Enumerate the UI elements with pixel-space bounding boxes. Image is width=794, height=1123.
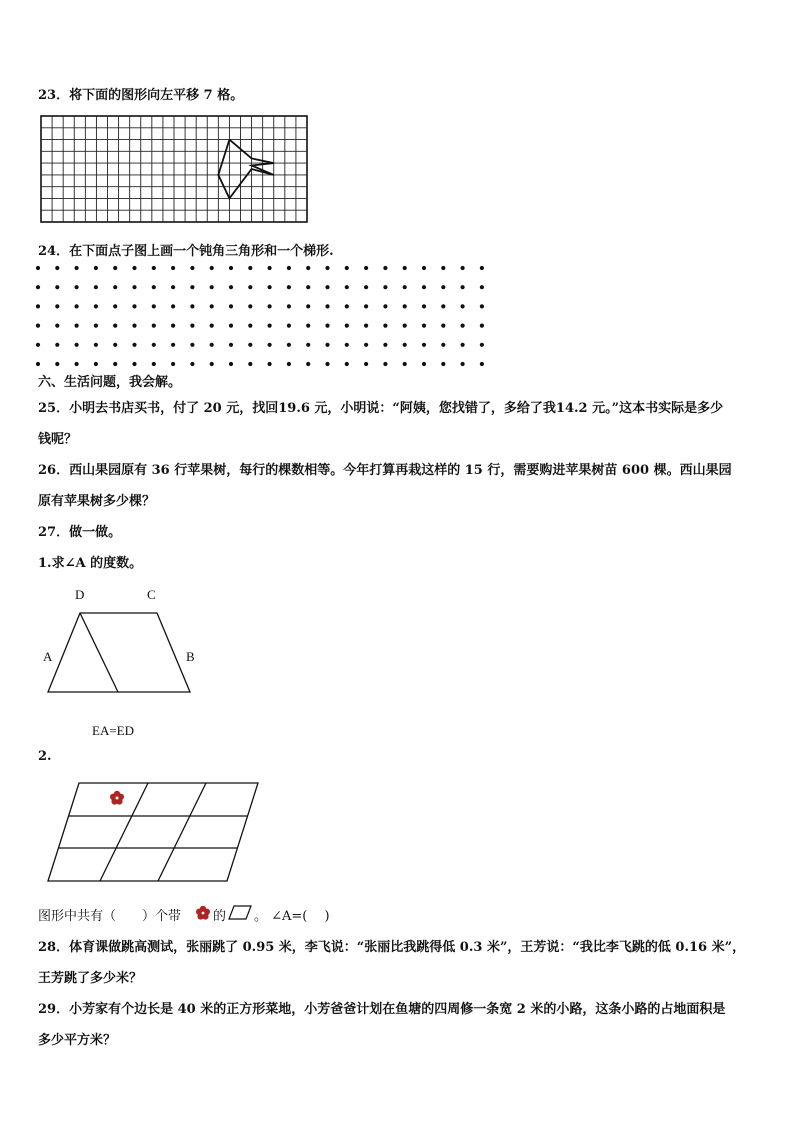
dot xyxy=(132,266,136,270)
dot xyxy=(403,304,407,308)
dot xyxy=(383,343,387,347)
dot xyxy=(113,324,117,328)
dot xyxy=(383,324,387,328)
dot xyxy=(480,266,484,270)
dot xyxy=(461,285,465,289)
dot xyxy=(403,324,407,328)
q27-trapezoid-figure xyxy=(40,585,210,700)
q27-note-ea-ed: EA=ED xyxy=(92,723,134,738)
dot xyxy=(190,324,194,328)
q26-line2: 原有苹果树多少棵？ xyxy=(38,494,156,509)
dot xyxy=(383,285,387,289)
dot xyxy=(75,266,79,270)
dot xyxy=(190,285,194,289)
dot xyxy=(55,285,59,289)
dot xyxy=(75,285,79,289)
dot xyxy=(171,362,175,366)
dot xyxy=(210,343,214,347)
dot xyxy=(461,324,465,328)
dot xyxy=(229,266,233,270)
label-b: B xyxy=(186,649,195,664)
q24-text: 24．在下面点子图上画一个钝角三角形和一个梯形. xyxy=(38,244,334,259)
dot xyxy=(94,343,98,347)
dot xyxy=(325,343,329,347)
dot xyxy=(345,343,349,347)
dot xyxy=(55,343,59,347)
dot xyxy=(113,266,117,270)
dot xyxy=(268,324,272,328)
dot xyxy=(287,343,291,347)
dot xyxy=(55,324,59,328)
dot xyxy=(248,285,252,289)
dot xyxy=(268,362,272,366)
dot xyxy=(210,324,214,328)
dot xyxy=(364,304,368,308)
dot xyxy=(94,362,98,366)
dot xyxy=(480,324,484,328)
dot xyxy=(229,285,233,289)
dot xyxy=(113,285,117,289)
section-6-title: 六、生活问题，我会解。 xyxy=(38,375,182,390)
dot xyxy=(132,324,136,328)
dot xyxy=(383,304,387,308)
dot xyxy=(364,362,368,366)
dot xyxy=(480,304,484,308)
dot xyxy=(210,285,214,289)
dot xyxy=(113,362,117,366)
dot xyxy=(55,362,59,366)
dot xyxy=(287,324,291,328)
dot xyxy=(132,304,136,308)
dot xyxy=(94,266,98,270)
dot xyxy=(306,324,310,328)
q29-line2: 多少平方米？ xyxy=(38,1033,117,1048)
q27-title: 27．做一做。 xyxy=(38,525,122,540)
dot xyxy=(441,324,445,328)
dot xyxy=(171,285,175,289)
dot xyxy=(306,285,310,289)
dot xyxy=(287,266,291,270)
dot xyxy=(229,362,233,366)
dot xyxy=(94,285,98,289)
dot xyxy=(152,343,156,347)
q29-line1: 29．小芳家有个边长是 40 米的正方形菜地，小芳爸爸计划在鱼塘的四周修一条宽 2 米的小路，这条小路的占地面积是 xyxy=(38,1002,726,1017)
dot xyxy=(441,266,445,270)
dot xyxy=(190,362,194,366)
dot xyxy=(132,343,136,347)
dot xyxy=(480,343,484,347)
label-d: D xyxy=(75,587,85,602)
label-c: C xyxy=(147,587,156,602)
dot xyxy=(422,285,426,289)
dot xyxy=(287,304,291,308)
dot xyxy=(268,266,272,270)
dot xyxy=(210,266,214,270)
dot xyxy=(480,285,484,289)
q28-line1: 28．体育课做跳高测试，张丽跳了 0.95 米，李飞说：“张丽比我跳得低 0.3 米”，王芳说：“我比李飞跳的低 0.16 米”， xyxy=(38,940,746,955)
flower-icon-inline xyxy=(195,905,211,921)
dot xyxy=(152,285,156,289)
dot xyxy=(210,362,214,366)
dot xyxy=(325,304,329,308)
dot xyxy=(345,285,349,289)
q28-line2: 王芳跳了多少米？ xyxy=(38,971,143,986)
q27-answer-mid: 的 xyxy=(213,909,227,924)
dot xyxy=(422,324,426,328)
dot xyxy=(268,304,272,308)
dot xyxy=(306,343,310,347)
dot xyxy=(345,324,349,328)
dot xyxy=(190,266,194,270)
dot xyxy=(248,304,252,308)
dot xyxy=(403,266,407,270)
q27-part1: 1.求∠A 的度数。 xyxy=(38,556,143,571)
dot xyxy=(287,362,291,366)
label-a: A xyxy=(43,649,53,664)
dot xyxy=(403,362,407,366)
dot xyxy=(36,285,40,289)
q26-line1: 26．西山果园原有 36 行苹果树，每行的棵数相等。今年打算再栽这样的 15 行，需要购进苹果树苗 600 棵。西山果园 xyxy=(38,463,732,478)
dot xyxy=(36,304,40,308)
dot xyxy=(171,266,175,270)
dot xyxy=(441,343,445,347)
trapezoid-segment-de xyxy=(80,613,118,692)
dot xyxy=(383,362,387,366)
q25-line1: 25．小明去书店买书，付了 20 元，找回19.6 元，小明说：“阿姨，您找错了，多给了我14.2 元。”这本书实际是多少 xyxy=(38,401,724,416)
q25-line2: 钱呢？ xyxy=(38,432,78,447)
dot xyxy=(55,304,59,308)
dot xyxy=(229,304,233,308)
dot xyxy=(171,304,175,308)
dot xyxy=(132,285,136,289)
dot xyxy=(248,343,252,347)
dot xyxy=(364,285,368,289)
dot xyxy=(306,304,310,308)
dot xyxy=(441,362,445,366)
dot xyxy=(345,362,349,366)
q27-answer-pre: 图形中共有（ ）个带 xyxy=(38,909,182,924)
dot xyxy=(461,266,465,270)
dot xyxy=(461,362,465,366)
dot xyxy=(248,362,252,366)
dot xyxy=(132,362,136,366)
dot xyxy=(190,304,194,308)
flower-icon xyxy=(110,791,124,805)
q27-parallelogram-grid xyxy=(40,780,265,885)
dot xyxy=(36,362,40,366)
dot xyxy=(461,304,465,308)
dot xyxy=(113,343,117,347)
dot xyxy=(268,343,272,347)
arrow-shape xyxy=(218,140,273,199)
dot xyxy=(325,362,329,366)
parallelogram-icon xyxy=(228,905,252,920)
dot xyxy=(171,343,175,347)
dot xyxy=(36,324,40,328)
q23-text: 23．将下面的图形向左平移 7 格。 xyxy=(38,88,244,103)
dot xyxy=(441,285,445,289)
dot xyxy=(75,304,79,308)
dot xyxy=(190,343,194,347)
dot xyxy=(345,266,349,270)
dot xyxy=(171,324,175,328)
dot xyxy=(94,304,98,308)
dot xyxy=(36,266,40,270)
dot xyxy=(364,343,368,347)
dot xyxy=(480,362,484,366)
dot xyxy=(152,266,156,270)
dot xyxy=(422,304,426,308)
q23-grid-figure xyxy=(40,115,308,223)
dot xyxy=(75,343,79,347)
dot xyxy=(248,324,252,328)
dot xyxy=(75,324,79,328)
dot xyxy=(364,266,368,270)
dot xyxy=(248,266,252,270)
dot xyxy=(325,324,329,328)
dot xyxy=(403,343,407,347)
dot xyxy=(383,266,387,270)
dot xyxy=(152,324,156,328)
dot xyxy=(287,285,291,289)
dot xyxy=(441,304,445,308)
dot xyxy=(36,343,40,347)
dot xyxy=(364,324,368,328)
dot xyxy=(422,362,426,366)
dot xyxy=(94,324,98,328)
dot xyxy=(422,266,426,270)
dot xyxy=(325,266,329,270)
dot xyxy=(55,266,59,270)
dot xyxy=(461,343,465,347)
q27-answer-post: 。 ∠A=( ) xyxy=(254,909,330,924)
dot xyxy=(306,266,310,270)
dot xyxy=(113,304,117,308)
dot xyxy=(152,304,156,308)
dot xyxy=(268,285,272,289)
dot xyxy=(229,343,233,347)
dot xyxy=(345,304,349,308)
q24-dot-grid xyxy=(30,262,500,368)
dot xyxy=(229,324,233,328)
q27-part2: 2. xyxy=(38,749,52,764)
dot xyxy=(306,362,310,366)
dot xyxy=(75,362,79,366)
trapezoid-outline xyxy=(48,613,190,692)
dot xyxy=(325,285,329,289)
dot xyxy=(422,343,426,347)
dot xyxy=(152,362,156,366)
dot xyxy=(403,285,407,289)
dot xyxy=(210,304,214,308)
